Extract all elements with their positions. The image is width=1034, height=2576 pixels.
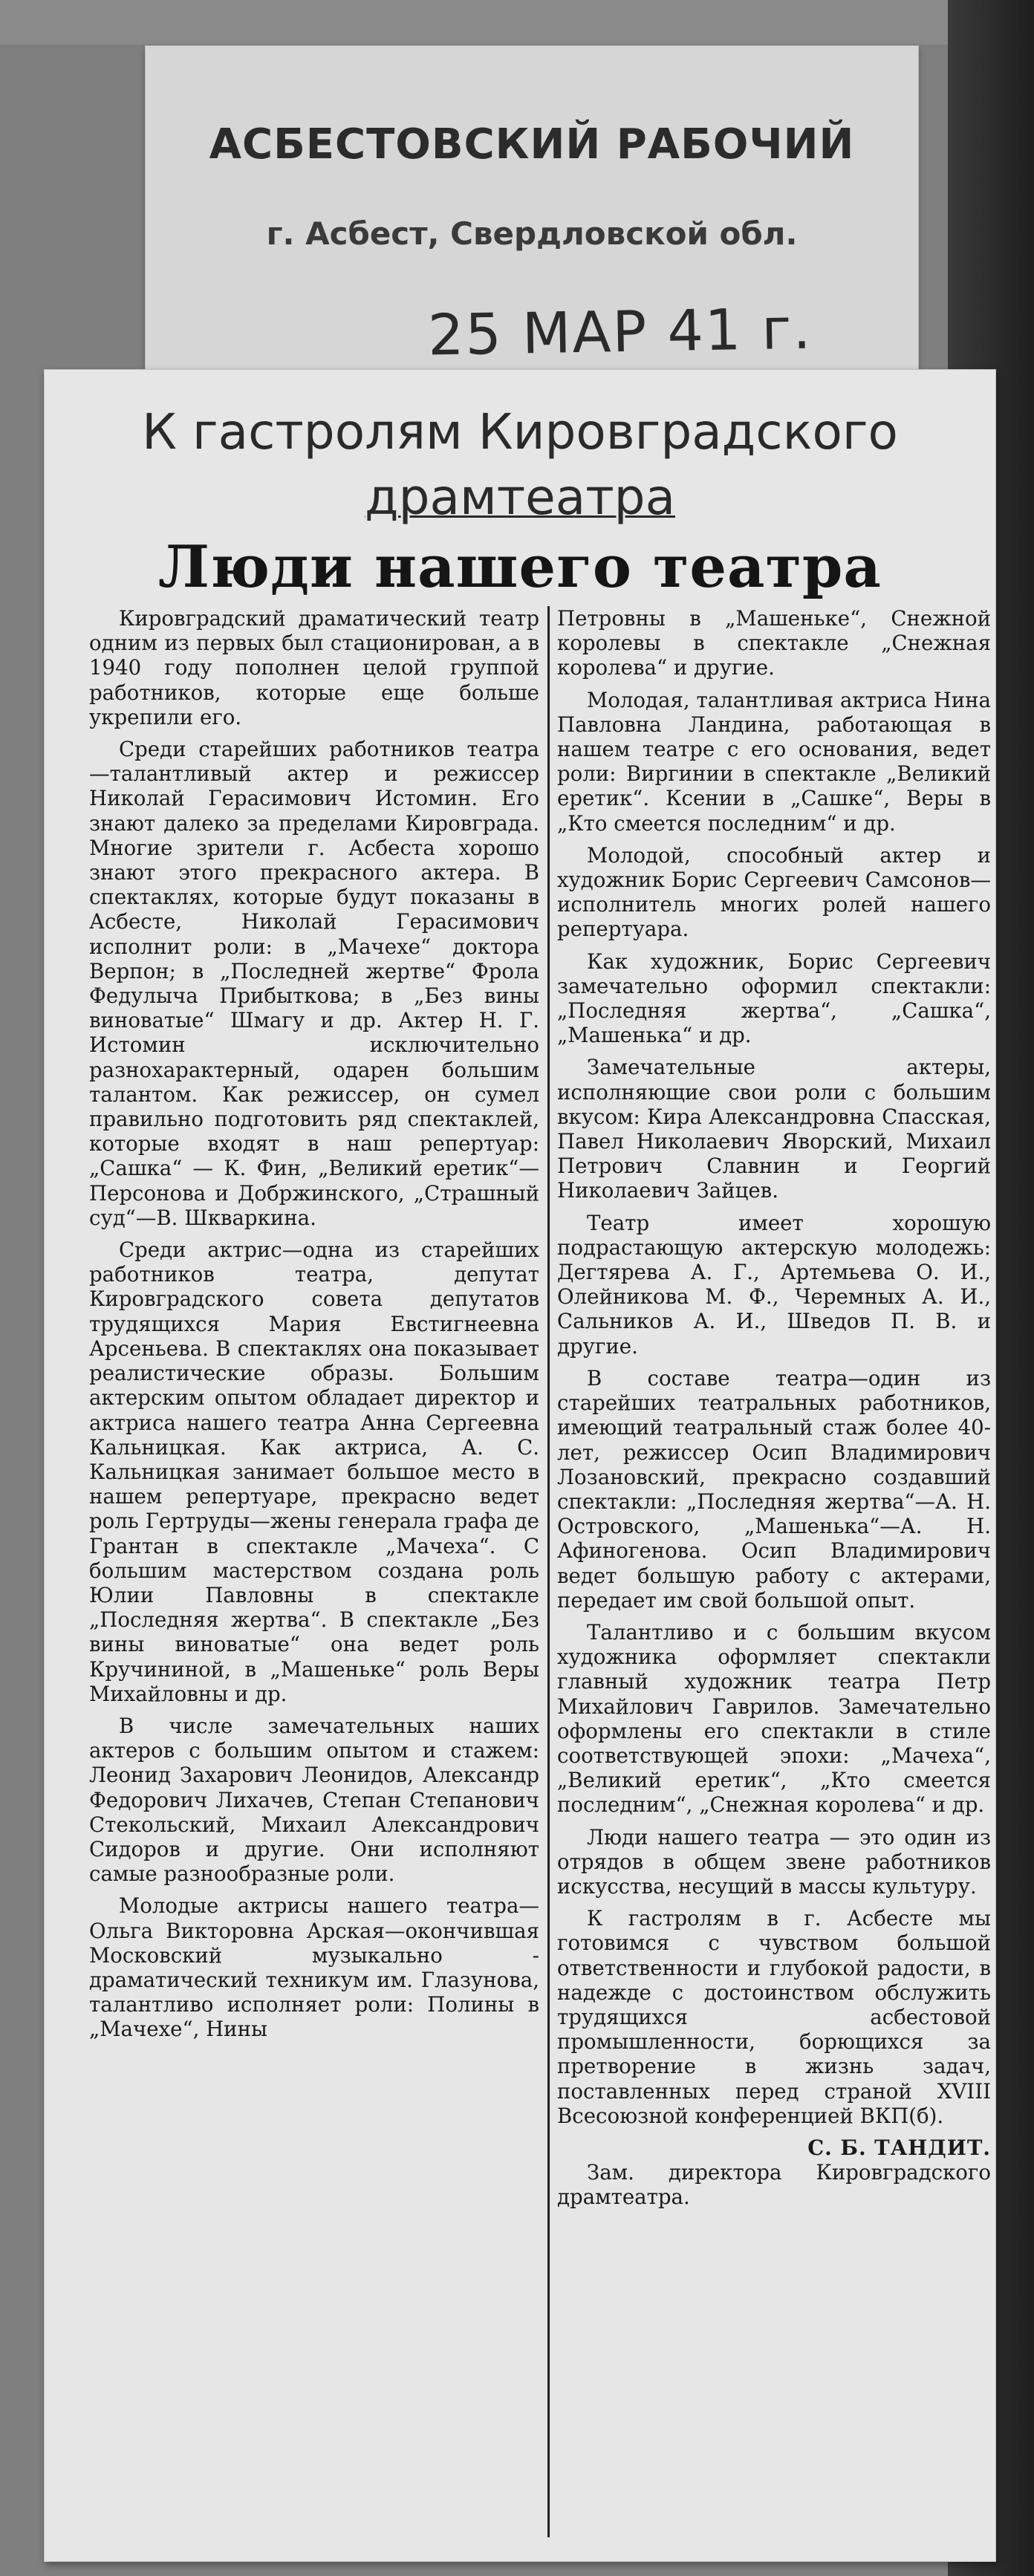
paragraph: Молодой, способный актер и художник Борис Сергеевич Самсонов—исполнитель многих ролей нашего репертуара. [557,842,991,942]
date-stamp: 25 МАР 41 г. [427,295,813,368]
paragraph: Молодые актрисы нашего театра—Ольга Викторовна Арская—окончившая Московский музыкально - драматический техникум им. Глазунова, талантливо исполняет роли: Полины в „Мачехе“, Нины [89,1893,539,2042]
article-kicker [45,400,995,530]
paragraph: Талантливо и с большим вкусом художника оформляет спектакли главный художник театра Петр Михайлович Гаврилов. Замечательно оформлены его спектакли в стиле соответствующей эпохи: „Мачеха“, „Великий еретик“, „Кто смеется последним“, „Снежная королева“ и др. [557,1619,991,1818]
paragraph: Как художник, Борис Сергеевич замечательно оформил спектакли: „Последняя жертва“, „Сашка“, „Машенька“ и др. [557,949,991,1048]
article-headline: Люди нашего театра [158,533,882,601]
article-clipping [45,370,995,2561]
backdrop-top [0,0,1034,45]
paragraph: В числе замечательных наших актеров с большим опытом и стажем: Леонид Захарович Леонидов, Александр Федорович Лихачев, Степан Степанович Стекольский, Михаил Александрович Сидоров и другие. Они исполняют самые разнообразные роли. [89,1713,539,1887]
paragraph: Среди актрис—одна из старейших работников театра, депутат Кировградского совета депутатов трудящихся Мария Евстигнеевна Арсеньева. В спектаклях она показывает реалистические образы. Большим актерским опытом обладает директор и актриса нашего театра Анна Сергеевна Кальницкая. Как актриса, А. С. Кальницкая занимает большое место в нашем репертуаре, прекрасно ведет роль Гертруды—жены генерала графа де Грантан в спектакле „Мачеха“. С большим мастерством создана роль Юлии Павловны в спектакле „Последняя жертва“. В спектакле „Без вины виноватые“ она ведет роль Кручининой, в „Машеньке“ роль Веры Михайловны и др. [89,1237,539,1706]
newspaper-city: г. Асбест, Свердловской обл. [266,215,798,252]
article-column-left [89,606,539,2545]
paragraph: Театр имеет хорошую подрастающую актерскую молодежь: Дегтярева А. Г., Артемьева О. И., Олейникова М. Ф., Черемных А. И., Сальников А. И., Шведов П. В. и другие. [557,1210,991,1359]
paragraph: Петровны в „Машеньке“, Снежной королевы в спектакле „Снежная королева“ и другие. [557,606,991,680]
newspaper-name: АСБЕСТОВСКИЙ РАБОЧИЙ [209,120,855,169]
paragraph: Молодая, талантливая актриса Нина Павловна Ландина, работающая в нашем театре с его основания, ведет роли: Виргинии в спектакле „Великий еретик“. Ксении в „Сашке“, Веры в „Кто смеется последним“ и др. [557,687,991,836]
author-signature: С. Б. ТАНДИТ. [807,2135,991,2160]
paragraph: К гастролям в г. Асбесте мы готовимся с чувством большой ответственности и глубокой радости, в надежде с достоинством обслужить трудящихся асбестовой промышленности, борющихся за претворение в жизнь задач, поставленных перед страной XVIII Всесоюзной конференцией ВКП(б). [557,1906,991,2128]
article-column-right [557,606,991,2545]
paragraph: Люди нашего театра — это один из отрядов в общем звене работников искусства, несущий в массы культуру. [557,1824,991,1899]
author-title: Зам. директора Кировградского драмтеатра. [557,2160,991,2210]
kicker-line-1: К гастролям Кировградского [142,403,898,461]
paragraph: Среди старейших работников театра—талантливый актер и режиссер Николай Герасимович Истомин. Его знают далеко за пределами Кировграда. Многие зрители г. Асбеста хорошо знают этого прекрасного актера. В спектаклях, которые будут показаны в Асбесте, Николай Герасимович исполнит роли: в „Мачехе“ доктора Верпон; в „Последней жертве“ Фрола Федулыча Прибыткова; в „Без вины виноватые“ Шмагу и др. Актер Н. Г. Истомин исключительно разнохарактерный, одарен большим талантом. Как режиссер, он сумел правильно подготовить ряд спектаклей, которые входят в наш репертуар: „Сашка“ — К. Фин, „Великий еретик“—Персонова и Добржинского, „Страшный суд“—В. Шкваркина. [89,737,539,1230]
kicker-line-2: драмтеатра [364,469,676,526]
paragraph: Кировградский драматический театр одним из первых был стационирован, а в 1940 году пополнен целой группой работников, которые еще больше укрепили его. [89,606,539,729]
masthead-slip [146,46,918,371]
paragraph: Замечательные актеры, исполняющие свои роли с большим вкусом: Кира Александровна Спасская, Павел Николаевич Яворский, Михаил Петрович Славнин и Георгий Николаевич Зайцев. [557,1055,991,1203]
column-divider [547,606,550,2537]
paragraph: В составе театра—один из старейших театральных работников, имеющий театральный стаж более 40-лет, режиссер Осип Владимирович Лозановский, прекрасно создавший спектакли: „Последняя жертва“—А. Н. Островского, „Машенька“—А. Н. Афиногенова. Осип Владимирович ведет большую работу с актерами, передает им свой большой опыт. [557,1365,991,1613]
